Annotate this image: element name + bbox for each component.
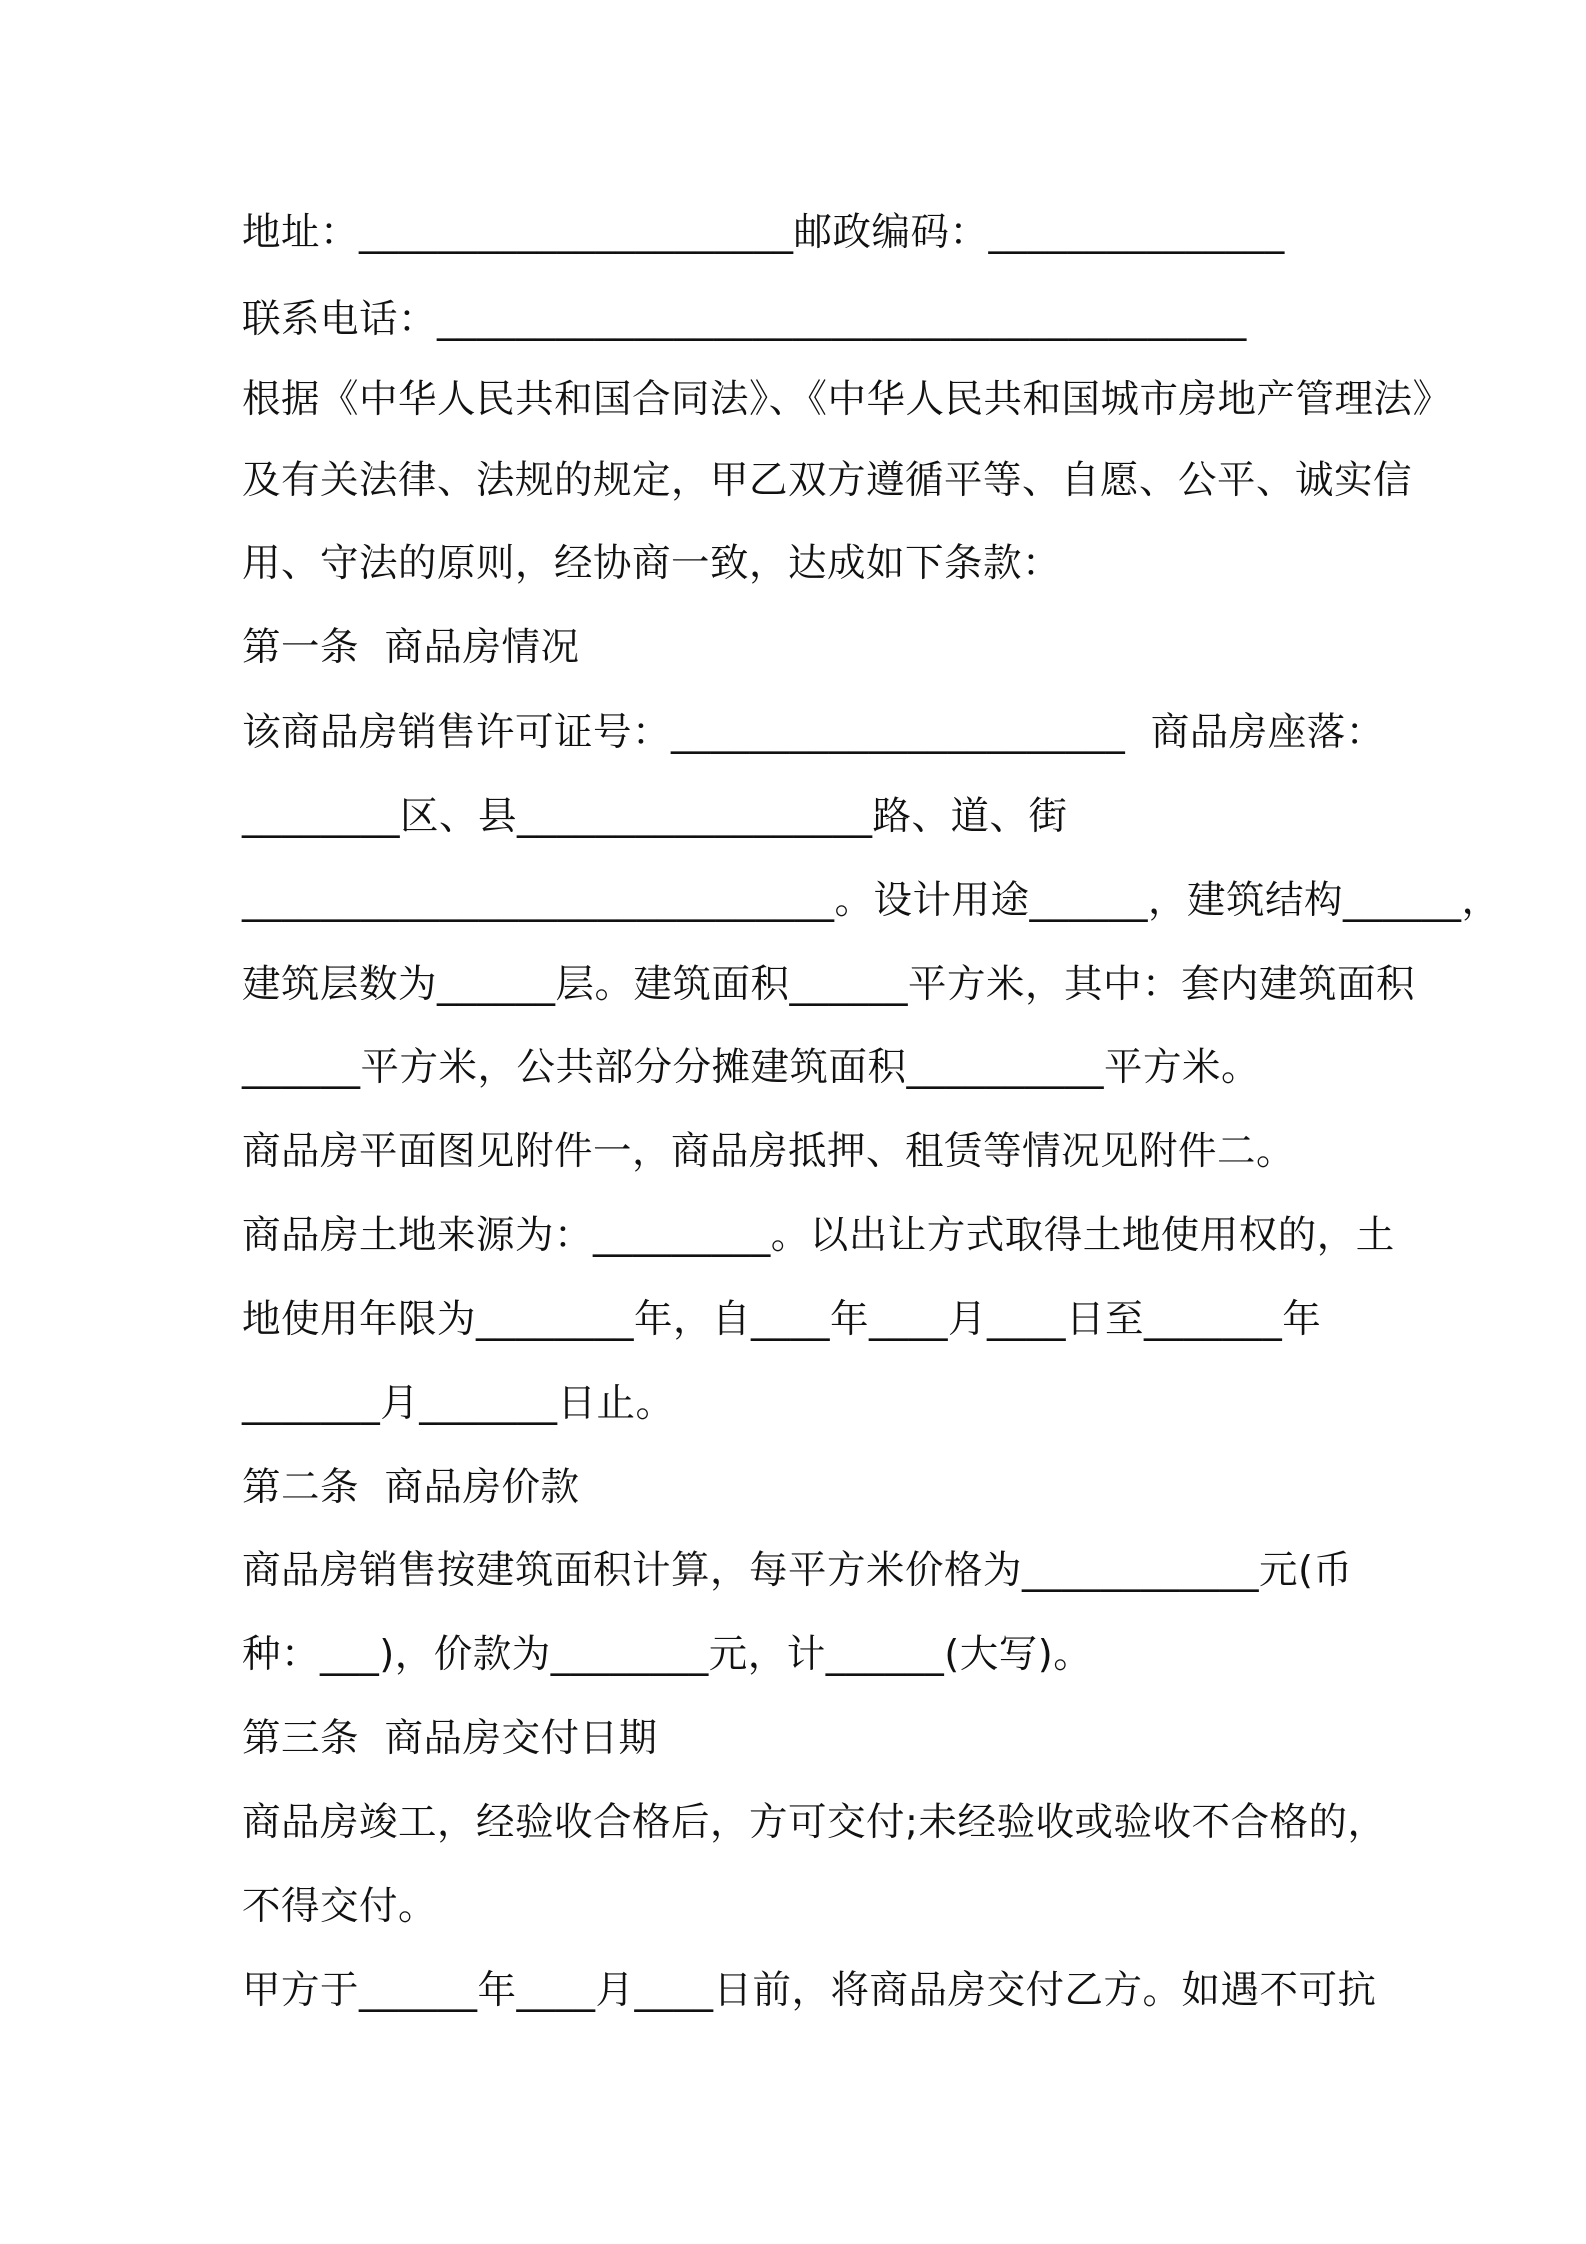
paragraph-line: 地使用年限为________年，自____年____月____日至_______年 bbox=[242, 1297, 1322, 1342]
phone-line: 联系电话：_________________________________________ bbox=[242, 297, 1247, 342]
paragraph-line: 用、守法的原则，经协商一致，达成如下条款： bbox=[242, 541, 1062, 586]
paragraph-line: 根据《中华人民共和国合同法》、《中华人民共和国城市房地产管理法》 bbox=[242, 377, 1452, 422]
article-3-heading: 第三条 商品房交付日期 bbox=[242, 1716, 658, 1761]
paragraph-line: 甲方于______年____月____日前，将商品房交付乙方。如遇不可抗 bbox=[242, 1968, 1377, 2013]
paragraph-line: 商品房平面图见附件一，商品房抵押、租赁等情况见附件二。 bbox=[242, 1129, 1296, 1174]
article-2-heading: 第二条 商品房价款 bbox=[242, 1465, 580, 1510]
paragraph-line: 商品房竣工，经验收合格后，方可交付;未经验收或验收不合格的， bbox=[242, 1800, 1387, 1845]
paragraph-line: 该商品房销售许可证号：_______________________ 商品房座落： bbox=[242, 710, 1385, 755]
paragraph-line: 商品房销售按建筑面积计算，每平方米价格为____________元(币 bbox=[242, 1548, 1353, 1593]
paragraph-line: ______平方米，公共部分分摊建筑面积__________平方米。 bbox=[242, 1045, 1261, 1090]
paragraph-line: ________区、县__________________路、道、街 bbox=[242, 794, 1068, 839]
address-postcode-line: 地址：______________________邮政编码：_______________ bbox=[242, 210, 1285, 255]
paragraph-line: ______________________________。设计用途______，建筑结构______， bbox=[242, 878, 1501, 923]
paragraph-line: _______月_______日止。 bbox=[242, 1381, 675, 1426]
paragraph-line: 商品房土地来源为：_________。以出让方式取得土地使用权的，土 bbox=[242, 1213, 1395, 1258]
paragraph-line: 及有关法律、法规的规定，甲乙双方遵循平等、自愿、公平、诚实信 bbox=[242, 458, 1413, 503]
paragraph-line: 不得交付。 bbox=[242, 1884, 438, 1929]
paragraph-line: 种：___)，价款为________元，计______(大写)。 bbox=[242, 1632, 1093, 1677]
article-1-heading: 第一条 商品房情况 bbox=[242, 625, 580, 670]
paragraph-line: 建筑层数为______层。建筑面积______平方米，其中：套内建筑面积 bbox=[242, 962, 1416, 1007]
